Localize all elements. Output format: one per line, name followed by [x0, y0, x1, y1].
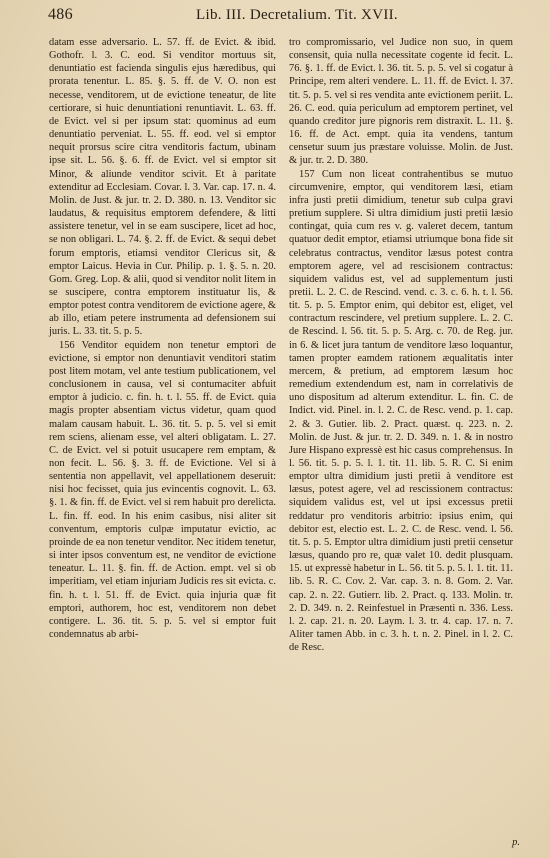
paragraph-156: 156 Venditor equidem non tenetur emptori de evictione, si emptor non denuntiavit venditori statim post litem motam, vel ante testium publicationem, vel conclusionem in causa, vel si contumaciter abfuit emptor à judicio. c. fin. h. t. l. 55. ff. de Evict. quia magis propter absentiam victus videtur, quam quod malam causam habuit. L. 36. tit. 5. p. 5. vel si emit rem sciens, alienam esse, vel alteri obligatam. L. 27. C. de Evict. vel si potuit usucapere rem emptam, & non fecit. L. 56. §. 3. ff. de Evictione. Vel si à sententia non appellavit, vel appellationem deseruit: nisi hoc fecisset, quia jus evincentis cognovit. L. 63. §. 1. & fin. ff. de Evict. vel si rem habuit pro derelicta. L. fin. ff. eod. In his enim casibus, nisi aliter sit conventum, emptoris culpæ imputatur evictio, ac proinde de ea non tenetur venditor. Nec itidem tenetur, si inter ipsos conventum est, ne venditor de evictione teneatur. L. 11. §. fin. ff. de Action. empt. vel si ob imperitiam, vel etiam injuriam Judicis res sit evicta. c. fin. h. t. l. 51. ff. de Evict. quia injuria quæ fit emptori, authorem, hoc est, venditorem non debet contigere. L. 36. tit. 5. p. 5. vel si emptor fuit condemnatus ab arbi-	[49, 339, 276, 641]
paragraph-157: 157 Cum non liceat contrahentibus se mutuo circumvenire, emptor, qui venditorem læsi, etiam infra justi pretii dimidium, tenetur sub culpa gravi pretium supplere. Si ultra dimidium justi pretii læsio contingat, quia cum res v. g. valeret decem, tantum quatuor dedit emptor, etiamsi utriumque bona fide sit celebratus contractus, venditor læsus potest contra emptorem agere, vel ad rescisionem contractus: siquidem validus est, vel ad supplementum justi pretii. L. 2. C. de Rescind. vend. c. 3. c. 6. h. t. l. 56. tit. 5. p. 5. Emptor enim, qui debitor est, eliget, vel contractum rescindere, vel pretium supplere. L. 2. C. de Rescind. l. 56. tit. 5. p. 5. Arg. c. 70. de Reg. jur. in 6. & licet jura tantum de venditore læso loquantur, tamen propter eamdem rationem æqualitatis inter mercem, & pretium, ad emptorem læsum hoc remedium extendendum est, nam in correlativis de uno dispositum ad alterum extenditur. L. fin. C. de Indict. vid. Pinel. in. l. 2. C. de Resc. vend. p. 1. cap. 2. & 3. Gutier. lib. 2. Pract. quæst. q. 223. n. 2. Molin. de Just. & jur. tr. 2. D. 349. n. 1. & in nostro Jure Hispano expressè est hic casus comprehensus. In l. 56. tit. 5. p. 5. l. 1. tit. 11. lib. 5. R. C. Si enim emptor ultra dimidium justi pretii à venditore est læsus, potest agere, vel ad rescissionem contractus: siquidem validus est, vel ut ipsi excessus pretii reddatur pro venditoris arbitrio: ipsius enim, qui debitor est, electio est. L. 2. C. de Resc. vend. l. 56. tit. 5. p. 5. Emptor ultra dimidium justi pretii censetur læsus, quando pro re, quæ valet 10. dedit plusquam. 15. ut expressè habetur in L. 56. tit 5. p. 5. l. 1. tit. 11. lib. 5. R. C. Cov. 2. Var. cap. 3. n. 8. Gom. 2. Var. cap. 2. n. 22. Gutierr. lib. 2. Pract. q. 133. Molin. tr. 2. D. 349. n. 2. Reinfestuel in Præsenti n. 336. Less. l. 2. cap. 21. n. 20. Laym. l. 3. tr. 4. cap. 17. n. 7. Aliter tamen Abb. in c. 3. h. t. n. 2. Pinel. in l. 2. C. de Resc.	[289, 168, 513, 654]
page-header	[48, 6, 526, 28]
paragraph-continuation-right: tro compromissario, vel Judice non suo, in quem consensit, quia nulla necessitate cogente id fecit. L. 76. §. 1. ff. de Evict. l. 36. tit. 5. p. 5. vel si cogatur à Principe, rem alteri vendere. L. 11. ff. de Evict. l. 37. tit. 5. p. 5. vel si res vendita ante evictionem periit. L. 26. C. eod. quia periculum ad emptorem pertinet, vel quando creditor jure pignoris rem distraxit. L. 11. §. 16. ff. de Act. empt. quia ita vendens, tantum censetur suum jus præstare voluisse. Molin. de Just. & jur. tr. 2. D. 380.	[289, 37, 513, 167]
paragraph-continuation: datam esse adversario. L. 57. ff. de Evict. & ibid. Gothofr. l. 3. C. eod. Si venditor mortuus sit, denuntiatio est facienda singulis ejus hæredibus, qui prorata tenentur. L. 85. §. 5. ff. de V. O. non est necesse, venditorem, ut de evictione teneatur, de lite certiorare, si huic denuntiationi renuntiavit. L. 63. ff. de Evict. vel si per ipsum stat: quominus ad eum denuntiatio perveniat. L. 55. ff. eod. vel si emptor nequit prorsus scire citra venditoris factum, ubinam ipse sit. L. 56. §. 6. ff. de Evict. vel si emptor sit Minor, & aliunde venditor scivit. Et à paritate extenditur ad Ecclesiam. Covar. l. 3. Var. cap. 17. n. 4. Molin. de Just. & jur. tr. 2. D. 380. n. 13. Venditor sic laudatus, & requisitus emptorem defendere, & litti assistere tenetur, vel in se eam suscipere, licet ad hoc, se non obligari. L. 74. §. 2. ff. de Evict. & sequi debet forum emptoris, etiamsi venditor Clericus sit, & emptor Laicus. Hevia in Cur. Philip. p. 1. §. 5. n. 20. Gom. Greg. Lop. & alii, quod si venditor nolit litem in se suscipere, contra emptorem instituatur lis, & emptor potest contra venditorem de evictione agere, & ab illo, etiam petere instrumenta ad defensionem sui juris. L. 33. tit. 5. p. 5.	[49, 37, 276, 338]
right-column	[289, 36, 513, 654]
left-column	[49, 36, 276, 641]
running-title: Lib. III. Decretalium. Tit. XVII.	[196, 7, 398, 23]
page-number: 486	[48, 6, 73, 23]
catchword: p.	[512, 837, 520, 848]
